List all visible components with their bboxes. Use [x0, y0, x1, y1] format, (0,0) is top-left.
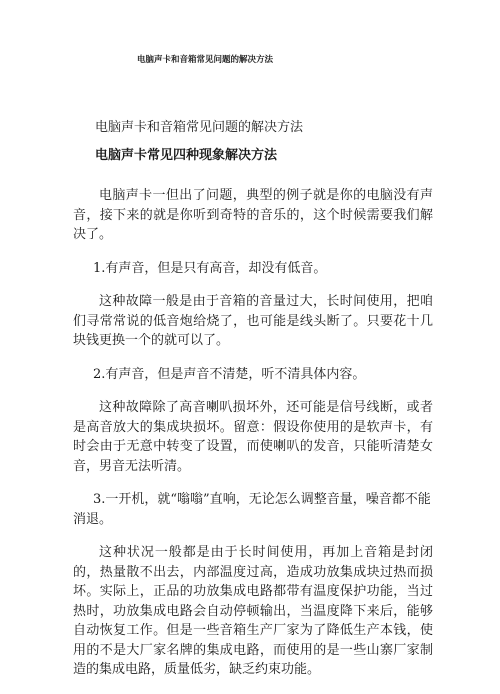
document-body [73, 186, 433, 694]
body-paragraph: 这种故障除了高音喇叭损坏外，还可能是信号线断，或者是高音放大的集成块损坏。留意：假设你使用的是软声卡，有时会由于无意中转变了设置，而使喇叭的发音，只能听清楚女音，男音无法听清。 [73, 400, 433, 474]
document-heading: 电脑声卡常见四种现象解决方法 [95, 148, 278, 163]
problem-item: 3.一开机，就“嗡嗡”直响，无论怎么调整音量，噪音都不能消退。 [73, 492, 431, 527]
document-subtitle: 电脑声卡和音箱常见问题的解决方法 [95, 120, 304, 135]
problem-item: 1.有声音，但是只有高音，却没有低音。 [93, 260, 327, 276]
running-header-title: 电脑声卡和音箱常见问题的解决方法 [137, 55, 274, 65]
problem-item: 2.有声音，但是声音不清楚，听不清具体内容。 [93, 366, 366, 382]
body-paragraph: 这种故障一般是由于音箱的音量过大，长时间使用，把咱们寻常常说的低音炮给烧了，也可能是线头断了。只要花十几块钱更换一个的就可以了。 [73, 294, 433, 348]
body-paragraph: 这种状况一般都是由于长时间使用，再加上音箱是封闭的，热量散不出去，内部温度过高，造成功放集成块过热而损坏。实际上，正品的功放集成电路都带有温度保护功能，当过热时，功放集成电路会自动停顿输出，当温度降下来后，能够自动恢复工作。但是一些音箱生产厂家为了降低生产本钱，使用的不是大厂家名牌的集成电路，而使用的是一些山寨厂家制造的集成电路，质量低劣，缺乏约束功能。 [73, 545, 433, 677]
body-paragraph: 电脑声卡一但出了问题，典型的例子就是你的电脑没有声音，接下来的就是你听到奇特的音乐的，这个时候需要我们解决了。 [73, 188, 433, 242]
